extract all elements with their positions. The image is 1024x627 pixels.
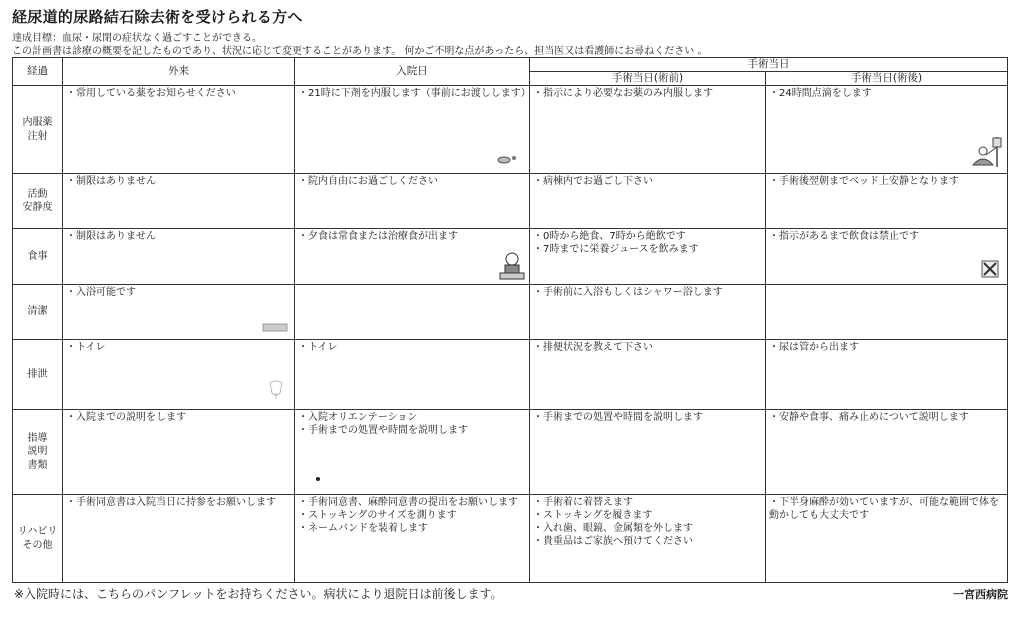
cell-admission: ・手術同意書、麻酔同意書の提出をお願いします ・ストッキングのサイズを測ります ・ネームバンドを装着します [295, 495, 530, 583]
table-row [13, 229, 1008, 285]
header-surgery-day: 手術当日 [530, 58, 1008, 72]
cell-pre: ・排便状況を教えて下さい [530, 340, 766, 410]
note-line: この計画書は診療の概要を記したものであり、状況に応じて変更することがあります。 何かご不明な点があったら、担当医又は看護師にお尋ねください 。 [12, 46, 708, 57]
clinical-path-table [12, 57, 1008, 583]
footer-note: ※入院時には、こちらのパンフレットをお持ちください。病状により退院日は前後します。 [14, 587, 503, 601]
cell-post [766, 285, 1008, 340]
cell-post: ・指示があるまで飲食は禁止です [766, 229, 1008, 285]
table-row [13, 410, 1008, 495]
cell-post: ・尿は管から出ます [766, 340, 1008, 410]
goal-line: 達成目標：血尿・尿閉の症状なく過ごすことができる。 [12, 33, 262, 44]
table-row [13, 285, 1008, 340]
cell-outpatient: ・制限はありません [63, 229, 295, 285]
cell-outpatient: ・入浴可能です [63, 285, 295, 340]
row-label: 食事 [13, 229, 63, 285]
toilet-illustration [266, 379, 286, 401]
cell-post: ・手術後翌朝までベッド上安静となります [766, 174, 1008, 229]
pill-illustration [497, 153, 519, 165]
meal-illustration [499, 251, 525, 281]
header-outpatient: 外来 [63, 58, 295, 86]
cell-pre: ・手術までの処置や時間を説明します [530, 410, 766, 495]
cell-outpatient: ・制限はありません [63, 174, 295, 229]
cell-pre: ・手術着に着替えます ・ストッキングを履きます ・入れ歯、眼鏡、金属類を外します ・貴重品はご家族へ預けてください [530, 495, 766, 583]
cell-admission: ・21時に下剤を内服します（事前にお渡しします） [295, 86, 530, 174]
bath-illustration [262, 321, 288, 333]
cell-outpatient: ・手術同意書は入院当日に持参をお願いします [63, 495, 295, 583]
cell-pre: ・0時から絶食、7時から絶飲です ・7時までに栄養ジュースを飲みます [530, 229, 766, 285]
table-row [13, 495, 1008, 583]
cell-pre: ・手術前に入浴もしくはシャワー浴します [530, 285, 766, 340]
dot-mark [315, 476, 321, 482]
header-admission: 入院日 [295, 58, 530, 86]
table-row [13, 174, 1008, 229]
cell-admission: ・トイレ [295, 340, 530, 410]
cell-admission: ・夕食は常食または治療食が出ます [295, 229, 530, 285]
iv-drip-illustration [969, 135, 1003, 169]
row-label: 活動 安静度 [13, 174, 63, 229]
no-food-x-icon [981, 260, 999, 278]
cell-outpatient: ・常用している薬をお知らせください [63, 86, 295, 174]
row-label: 排泄 [13, 340, 63, 410]
hospital-name: 一宮西病院 [953, 588, 1008, 601]
row-label: 内服薬 注射 [13, 86, 63, 174]
header-pre: 手術当日(術前) [530, 72, 766, 86]
cell-post: ・安静や食事、痛み止めについて説明します [766, 410, 1008, 495]
table-row [13, 86, 1008, 174]
cell-pre: ・指示により必要なお薬のみ内服します [530, 86, 766, 174]
cell-post: ・下半身麻酔が効いていますが、可能な範囲で体を動かしても大丈夫です [766, 495, 1008, 583]
table-row [13, 340, 1008, 410]
cell-admission [295, 285, 530, 340]
cell-post: ・24時間点滴をします [766, 86, 1008, 174]
header-post: 手術当日(術後) [766, 72, 1008, 86]
cell-pre: ・病棟内でお過ごし下さい [530, 174, 766, 229]
cell-admission: ・院内自由にお過ごしください [295, 174, 530, 229]
document-title: 経尿道的尿路結石除去術を受けられる方へ [12, 8, 303, 26]
row-label: 清潔 [13, 285, 63, 340]
cell-admission: ・入院オリエンテーション ・手術までの処置や時間を説明します [295, 410, 530, 495]
cell-outpatient: ・トイレ [63, 340, 295, 410]
header-progress: 経過 [13, 58, 63, 86]
row-label: リハビリ その他 [13, 495, 63, 583]
row-label: 指導 説明 書類 [13, 410, 63, 495]
cell-outpatient: ・入院までの説明をします [63, 410, 295, 495]
